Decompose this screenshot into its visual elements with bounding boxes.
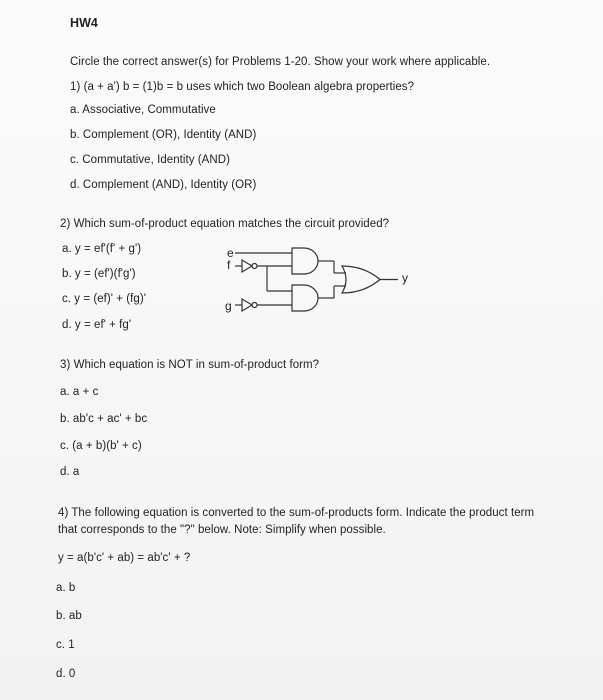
q1-option-a[interactable]: a. Associative, Commutative (70, 104, 216, 116)
q4-question: 4) The following equation is converted to the sum-of-products form. Indicate the product term that corresponds to the "?" below. Note: Simplify when possible. (58, 507, 535, 536)
output-y-label: y (402, 271, 408, 285)
not-gate-g-icon (242, 299, 252, 311)
q2-option-c[interactable]: c. y = (ef)' + (fg)' (62, 293, 146, 305)
input-f-label: f (227, 258, 231, 272)
q3-question: 3) Which equation is NOT in sum-of-product form? (60, 359, 320, 371)
q3-option-b[interactable]: b. ab'c + ac' + bc (60, 413, 148, 425)
q3-option-a[interactable]: a. a + c (60, 386, 99, 398)
page-title: HW4 (70, 16, 98, 30)
q4-option-b[interactable]: b. ab (56, 610, 82, 622)
q1-question: 1) (a + a') b = (1)b = b uses which two Boolean algebra properties? (70, 81, 415, 93)
q4-option-d[interactable]: d. 0 (56, 668, 76, 680)
q1-option-d[interactable]: d. Complement (AND), Identity (OR) (70, 179, 257, 191)
input-g-label: g (225, 299, 232, 313)
q3-option-c[interactable]: c. (a + b)(b' + c) (60, 440, 142, 452)
or-gate-icon (342, 266, 380, 293)
instructions-text: Circle the correct answer(s) for Problems 1-20. Show your work where applicable. (70, 56, 491, 68)
q4-option-c[interactable]: c. 1 (56, 639, 75, 651)
q2-option-d[interactable]: d. y = ef' + fg' (62, 319, 132, 331)
and-gate-bottom-icon (292, 285, 318, 311)
q2-question: 2) Which sum-of-product equation matches the circuit provided? (60, 218, 390, 230)
not-gate-f-icon (242, 260, 252, 272)
q3-option-d[interactable]: d. a (60, 466, 80, 478)
q4-equation: y = a(b'c' + ab) = ab'c' + ? (58, 552, 191, 564)
q2-option-a[interactable]: a. y = ef'(f' + g') (62, 243, 142, 255)
q2-option-b[interactable]: b. y = (ef')(f'g') (62, 268, 136, 280)
q4-option-a[interactable]: a. b (56, 582, 76, 594)
q1-option-b[interactable]: b. Complement (OR), Identity (AND) (70, 129, 257, 141)
logic-circuit-diagram (222, 244, 412, 320)
q1-option-c[interactable]: c. Commutative, Identity (AND) (70, 154, 230, 166)
and-gate-top-icon (292, 248, 318, 274)
input-e-label: e (227, 246, 234, 260)
